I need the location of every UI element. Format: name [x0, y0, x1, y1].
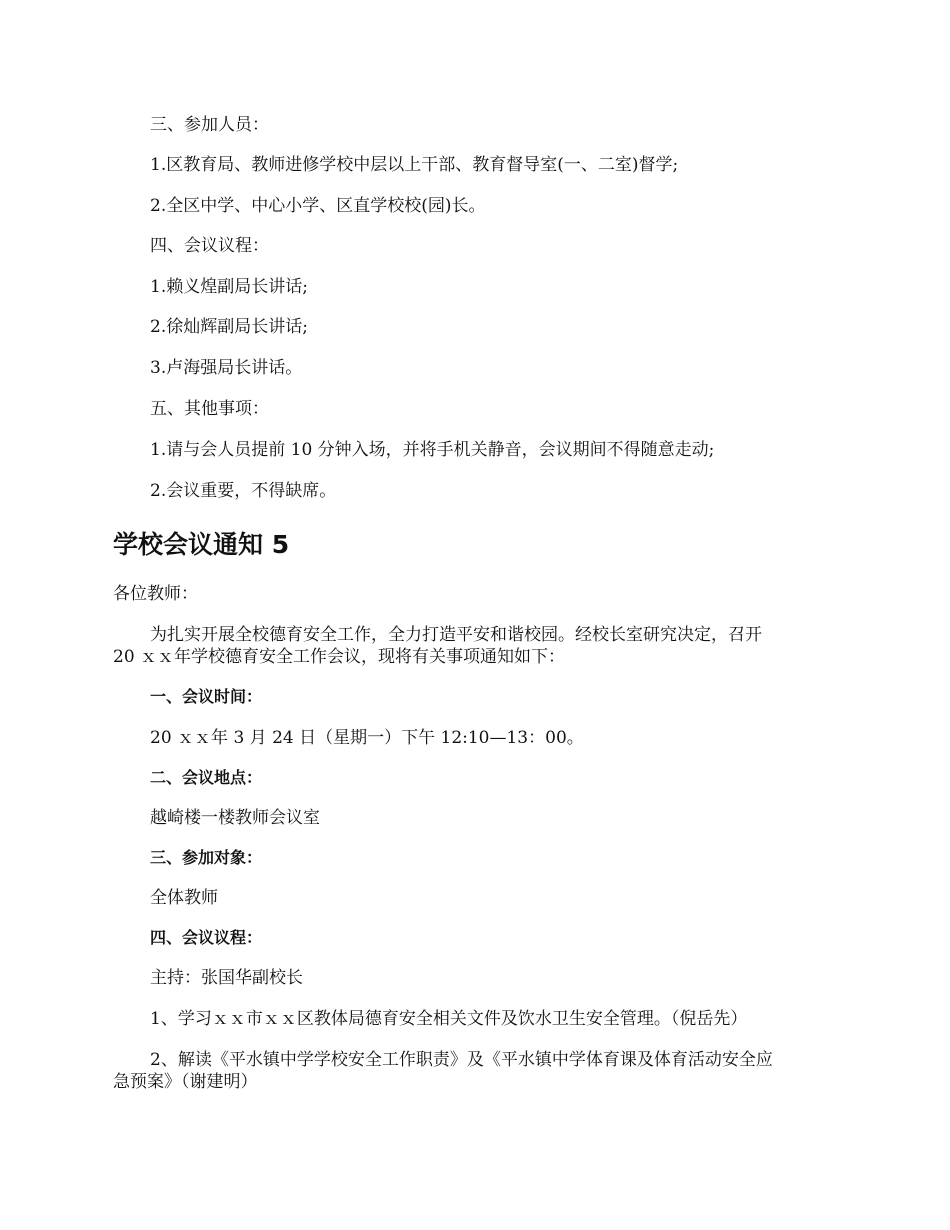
attendees-value: 全体教师 [150, 888, 218, 908]
attendees-heading: 三、参加对象： [150, 848, 263, 867]
intro-paragraph [113, 624, 828, 668]
agenda-item-2: 2.徐灿辉副局长讲话; [150, 317, 308, 337]
intro-line-2: 20 ｘｘ年学校德育安全工作会议，现将有关事项通知如下： [113, 647, 566, 667]
intro-line-1: 为扎实开展全校德育安全工作，全力打造平安和谐校园。经校长室研究决定，召开 [150, 625, 762, 645]
time-heading: 一、会议时间： [150, 687, 263, 706]
agenda2-heading: 四、会议议程： [150, 928, 263, 947]
agenda2-item-2-line-1: 2、解读《平水镇中学学校安全工作职责》及《平水镇中学体育课及体育活动安全应 [150, 1050, 773, 1070]
other-item-1: 1.请与会人员提前 10 分钟入场，并将手机关静音，会议期间不得随意走动; [150, 440, 715, 460]
participants-item-1: 1.区教育局、教师进修学校中层以上干部、教育督导室(一、二室)督学; [150, 155, 679, 175]
agenda-heading: 四、会议议程： [150, 236, 269, 256]
salutation: 各位教师： [113, 584, 198, 604]
time-value: 20 ｘｘ年 3 月 24 日（星期一）下午 12:10—13：00。 [150, 728, 584, 748]
other-heading: 五、其他事项： [150, 399, 269, 419]
agenda2-item-1: 1、学习ｘｘ市ｘｘ区教体局德育安全相关文件及饮水卫生安全管理。（倪岳先） [150, 1009, 748, 1029]
agenda-item-1: 1.赖义煌副局长讲话; [150, 277, 308, 297]
other-item-2: 2.会议重要，不得缺席。 [150, 481, 337, 501]
agenda2-item-2 [113, 1049, 828, 1093]
agenda-item-3: 3.卢海强局长讲话。 [150, 358, 303, 378]
place-heading: 二、会议地点： [150, 768, 263, 787]
section-title: 学校会议通知 5 [113, 530, 290, 559]
participants-item-2: 2.全区中学、中心小学、区直学校校(园)长。 [150, 196, 486, 216]
participants-heading: 三、参加人员： [150, 115, 269, 135]
host-line: 主持：张国华副校长 [150, 968, 303, 988]
place-value: 越崎楼一楼教师会议室 [150, 808, 320, 828]
agenda2-item-2-line-2: 急预案》（谢建明） [113, 1072, 258, 1092]
